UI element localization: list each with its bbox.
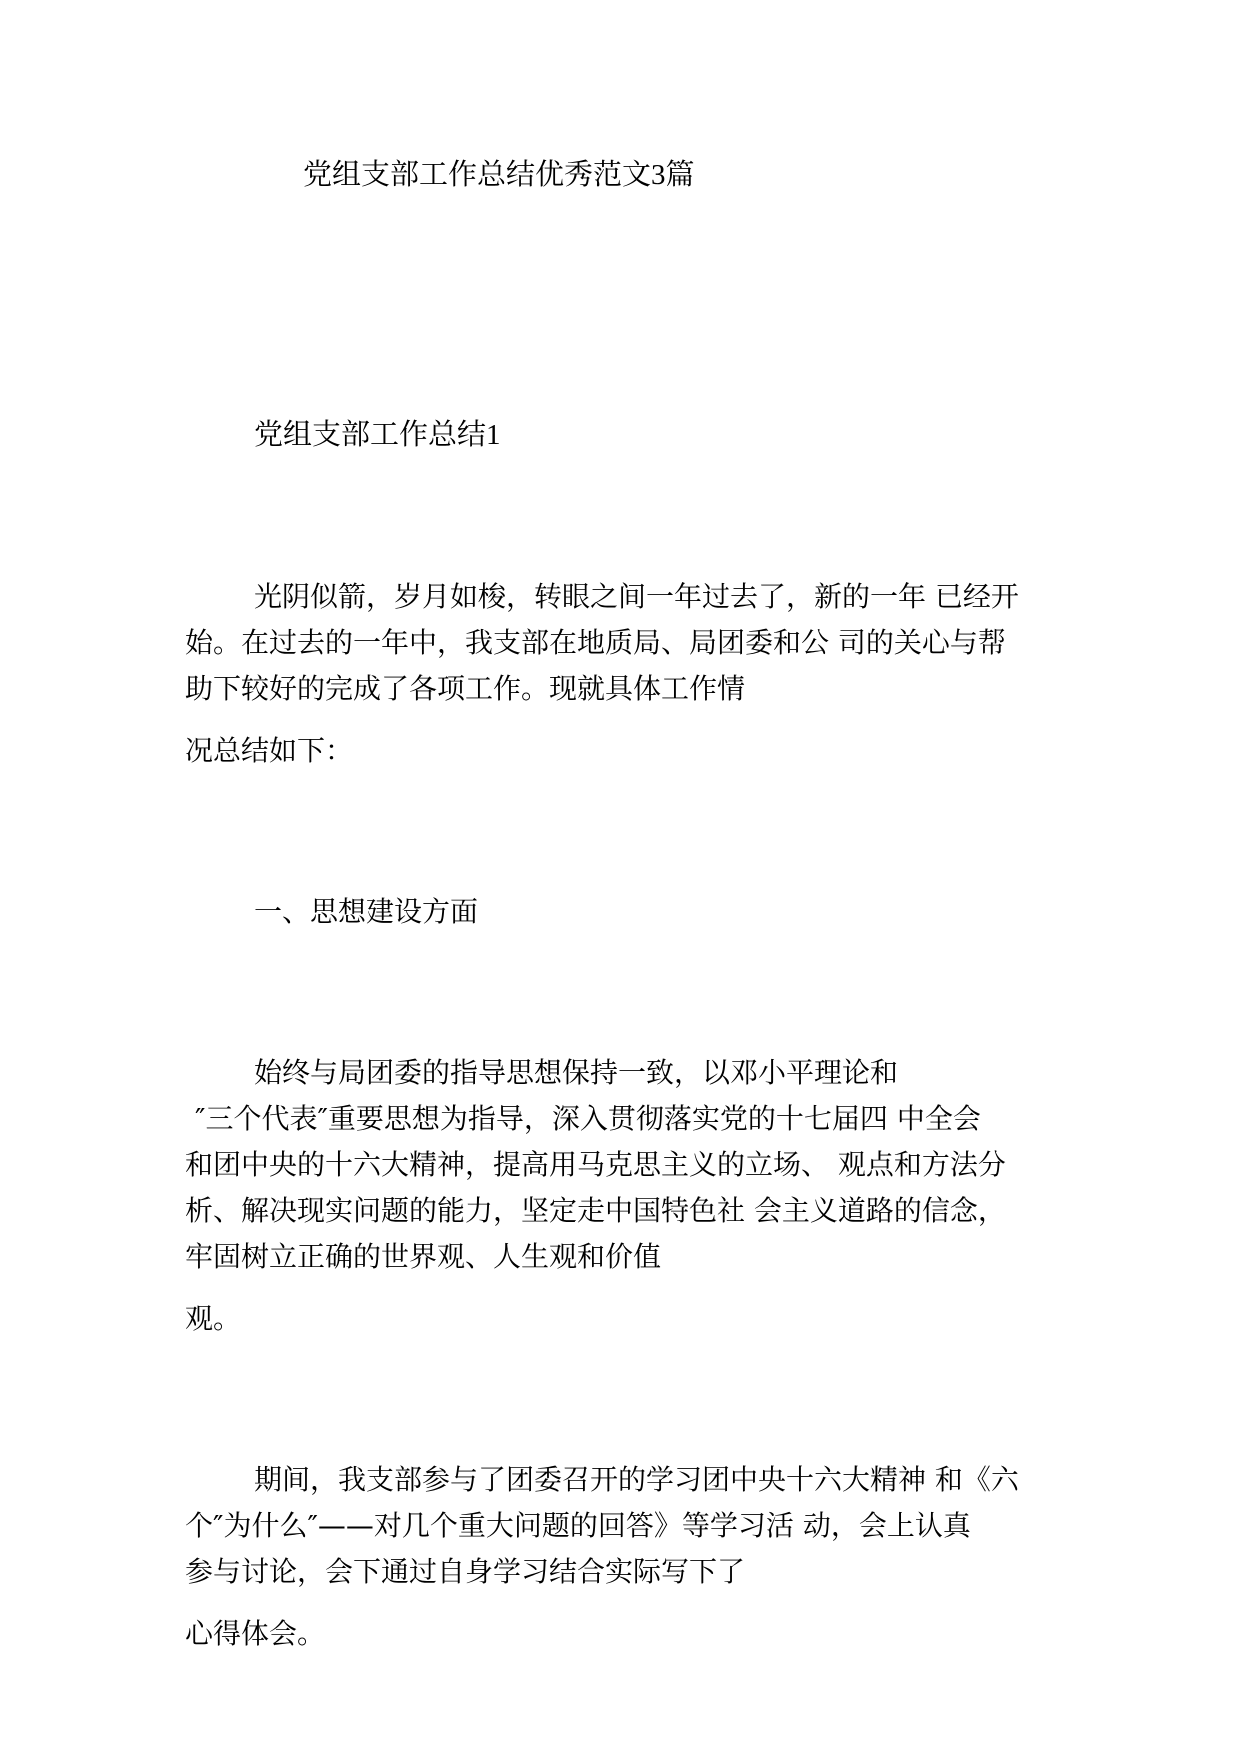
paragraph-3-line-4: 心得体会。 [185, 1617, 326, 1650]
paragraph-3-line-3: 参与讨论，会下通过自身学习结合实际写下了 [185, 1555, 746, 1588]
heading-thought-construction: 一、思想建设方面 [254, 895, 479, 928]
document-title: 党组支部工作总结优秀范文3篇 [303, 159, 695, 191]
paragraph-2-line-3: 和团中央的十六大精神，提高用马克思主义的立场、 观点和方法分 [185, 1148, 1006, 1181]
paragraph-2-line-1: 始终与局团委的指导思想保持一致，以邓小平理论和 [254, 1056, 899, 1089]
paragraph-1-line-1: 光阴似箭，岁月如梭，转眼之间一年过去了，新的一年 已经开 [254, 580, 1019, 613]
paragraph-2-line-4: 析、解决现实问题的能力，坚定走中国特色社 会主义道路的信念， [185, 1194, 1006, 1227]
paragraph-3-line-1: 期间，我支部参与了团委召开的学习团中央十六大精神 和《六 [254, 1463, 1019, 1496]
paragraph-1-line-2: 始。在过去的一年中，我支部在地质局、局团委和公 司的关心与帮 [185, 626, 1006, 659]
section-title: 党组支部工作总结1 [254, 419, 501, 451]
paragraph-2-line-2: ″三个代表″重要思想为指导，深入贯彻落实党的十七届四 中全会 [195, 1102, 981, 1135]
paragraph-1-line-3: 助下较好的完成了各项工作。现就具体工作情 [185, 672, 746, 705]
paragraph-2-line-5: 牢固树立正确的世界观、人生观和价值 [185, 1240, 662, 1273]
paragraph-1-line-4: 况总结如下： [185, 734, 354, 767]
paragraph-2-line-6: 观。 [185, 1302, 242, 1335]
paragraph-3-line-2: 个″为什么″——对几个重大问题的回答》等学习活 动，会上认真 [185, 1509, 971, 1542]
